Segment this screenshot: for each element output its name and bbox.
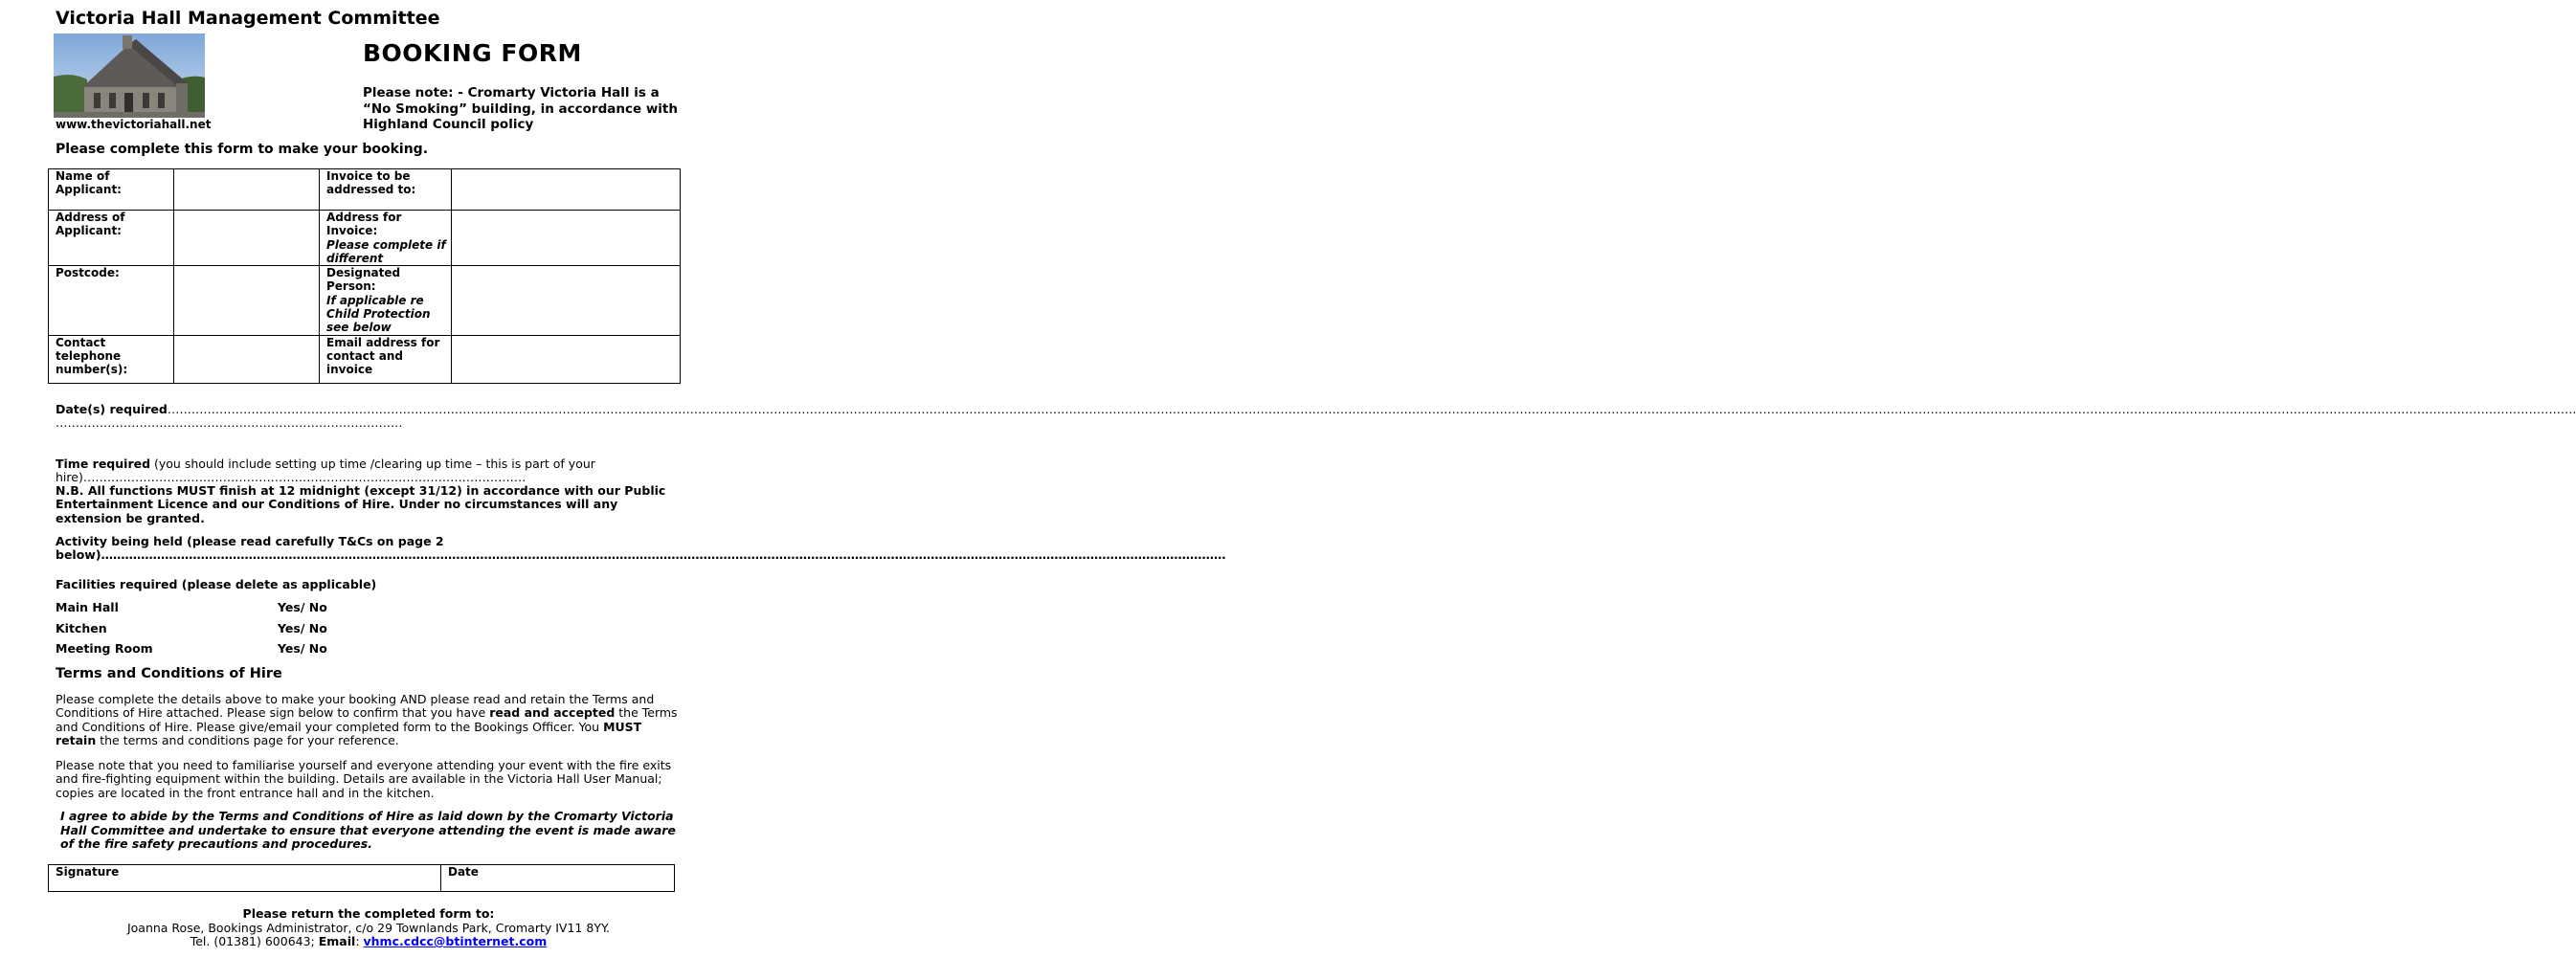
phone-label: Contact telephone number(s): [49, 335, 174, 383]
invoice-address-label: Address for Invoice: Please complete if different [320, 211, 452, 266]
dates-required[interactable]: Date(s) required………………………………………………………………………………………………………………………………………………………………………………………………………………………………………………………………………………………………………………………………………………………………………………………………………………………………………………………………………………………………………………………………………………………. …………………………………………………………………………… [56, 402, 2576, 431]
invoice-address-note: Please complete if different [326, 237, 446, 265]
terms-heading: Terms and Conditions of Hire [56, 666, 282, 681]
terms-paragraph-1: Please complete the details above to make your booking AND please read and retain the Terms and Conditions of Hire attached. Please sign below to confirm that you have read and accepted the Terms and Conditions of Hire. Please give/email your completed form to the Bookings Officer. You MUST retain the terms and conditions page for your reference. [56, 692, 678, 747]
designated-person-label: Designated Person: If applicable re Child Protection see below [320, 266, 452, 335]
website-url: www.thevictoriahall.net [56, 118, 212, 131]
signature-field[interactable]: Signature [49, 865, 441, 892]
facility-main-hall: Main Hall [56, 600, 119, 614]
facility-main-hall-choice[interactable]: Yes/ No [278, 600, 327, 614]
hall-photo [54, 33, 205, 118]
invoice-to-label: Invoice to be addressed to: [320, 169, 452, 211]
email-label: Email address for contact and invoice [320, 335, 452, 383]
return-contact: Tel. (01381) 600643; Email: vhmc.cdcc@btinternet.com [190, 934, 548, 948]
phone-field[interactable] [174, 335, 320, 383]
form-title: BOOKING FORM [363, 39, 582, 67]
email-link[interactable]: vhmc.cdcc@btinternet.com [363, 934, 548, 948]
dates-dots-line: …………………………………………………………………………… [56, 415, 403, 431]
invoice-to-field[interactable] [452, 169, 681, 211]
applicant-details-table [48, 168, 681, 384]
name-field[interactable] [174, 169, 320, 211]
return-heading: Please return the completed form to: [242, 906, 495, 921]
signature-table [48, 864, 675, 892]
postcode-label: Postcode: [49, 266, 174, 335]
name-label: Name of Applicant: [49, 169, 174, 211]
date-field[interactable]: Date [441, 865, 675, 892]
activity-held[interactable]: Activity being held (please read carefully T&Cs on page 2 below)………………………………………………………………………………………………………………………………………………………………………………………………………………………………………………………… [56, 534, 1226, 563]
facility-kitchen-choice[interactable]: Yes/ No [278, 621, 327, 635]
return-address: Joanna Rose, Bookings Administrator, c/o 29 Townlands Park, Cromarty IV11 8YY. [126, 921, 611, 935]
time-required[interactable]: Time required (you should include setting up time /clearing up time – this is part of your hire)………………………………………………………………………………………………… [56, 457, 595, 485]
no-smoking-note: Please note: - Cromarty Victoria Hall is a “No Smoking” building, in accordance with Highland Council policy [363, 85, 678, 132]
designated-person-field[interactable] [452, 266, 681, 335]
terms-paragraph-2: Please note that you need to familiarise yourself and everyone attending your event with the fire exits and fire-fighting equipment within the building. Details are available in the Victoria Hall User Manual; copies are located in the front entrance hall and in the kitchen. [56, 758, 672, 800]
postcode-field[interactable] [174, 266, 320, 335]
church-image-icon [54, 33, 205, 118]
form-intro: Please complete this form to make your booking. [56, 142, 429, 157]
agreement-statement: I agree to abide by the Terms and Conditions of Hire as laid down by the Cromarty Victoria Hall Committee and undertake to ensure that everyone attending the event is made aware of the fire safety precautions and procedures. [60, 809, 676, 851]
designated-person-note: If applicable re Child Protection see below [326, 293, 431, 335]
email-field[interactable] [452, 335, 681, 383]
facility-meeting-room: Meeting Room [56, 641, 153, 656]
nb-midnight-notice: N.B. All functions MUST finish at 12 midnight (except 31/12) in accordance with our Public Entertainment Licence and our Conditions of Hire. Under no circumstances will any extension be granted. [56, 483, 666, 525]
address-label: Address of Applicant: [49, 211, 174, 266]
facility-meeting-room-choice[interactable]: Yes/ No [278, 641, 327, 656]
org-name: Victoria Hall Management Committee [56, 8, 440, 29]
address-field[interactable] [174, 211, 320, 266]
invoice-address-field[interactable] [452, 211, 681, 266]
facilities-heading: Facilities required (please delete as applicable) [56, 577, 377, 591]
facility-kitchen: Kitchen [56, 621, 107, 635]
